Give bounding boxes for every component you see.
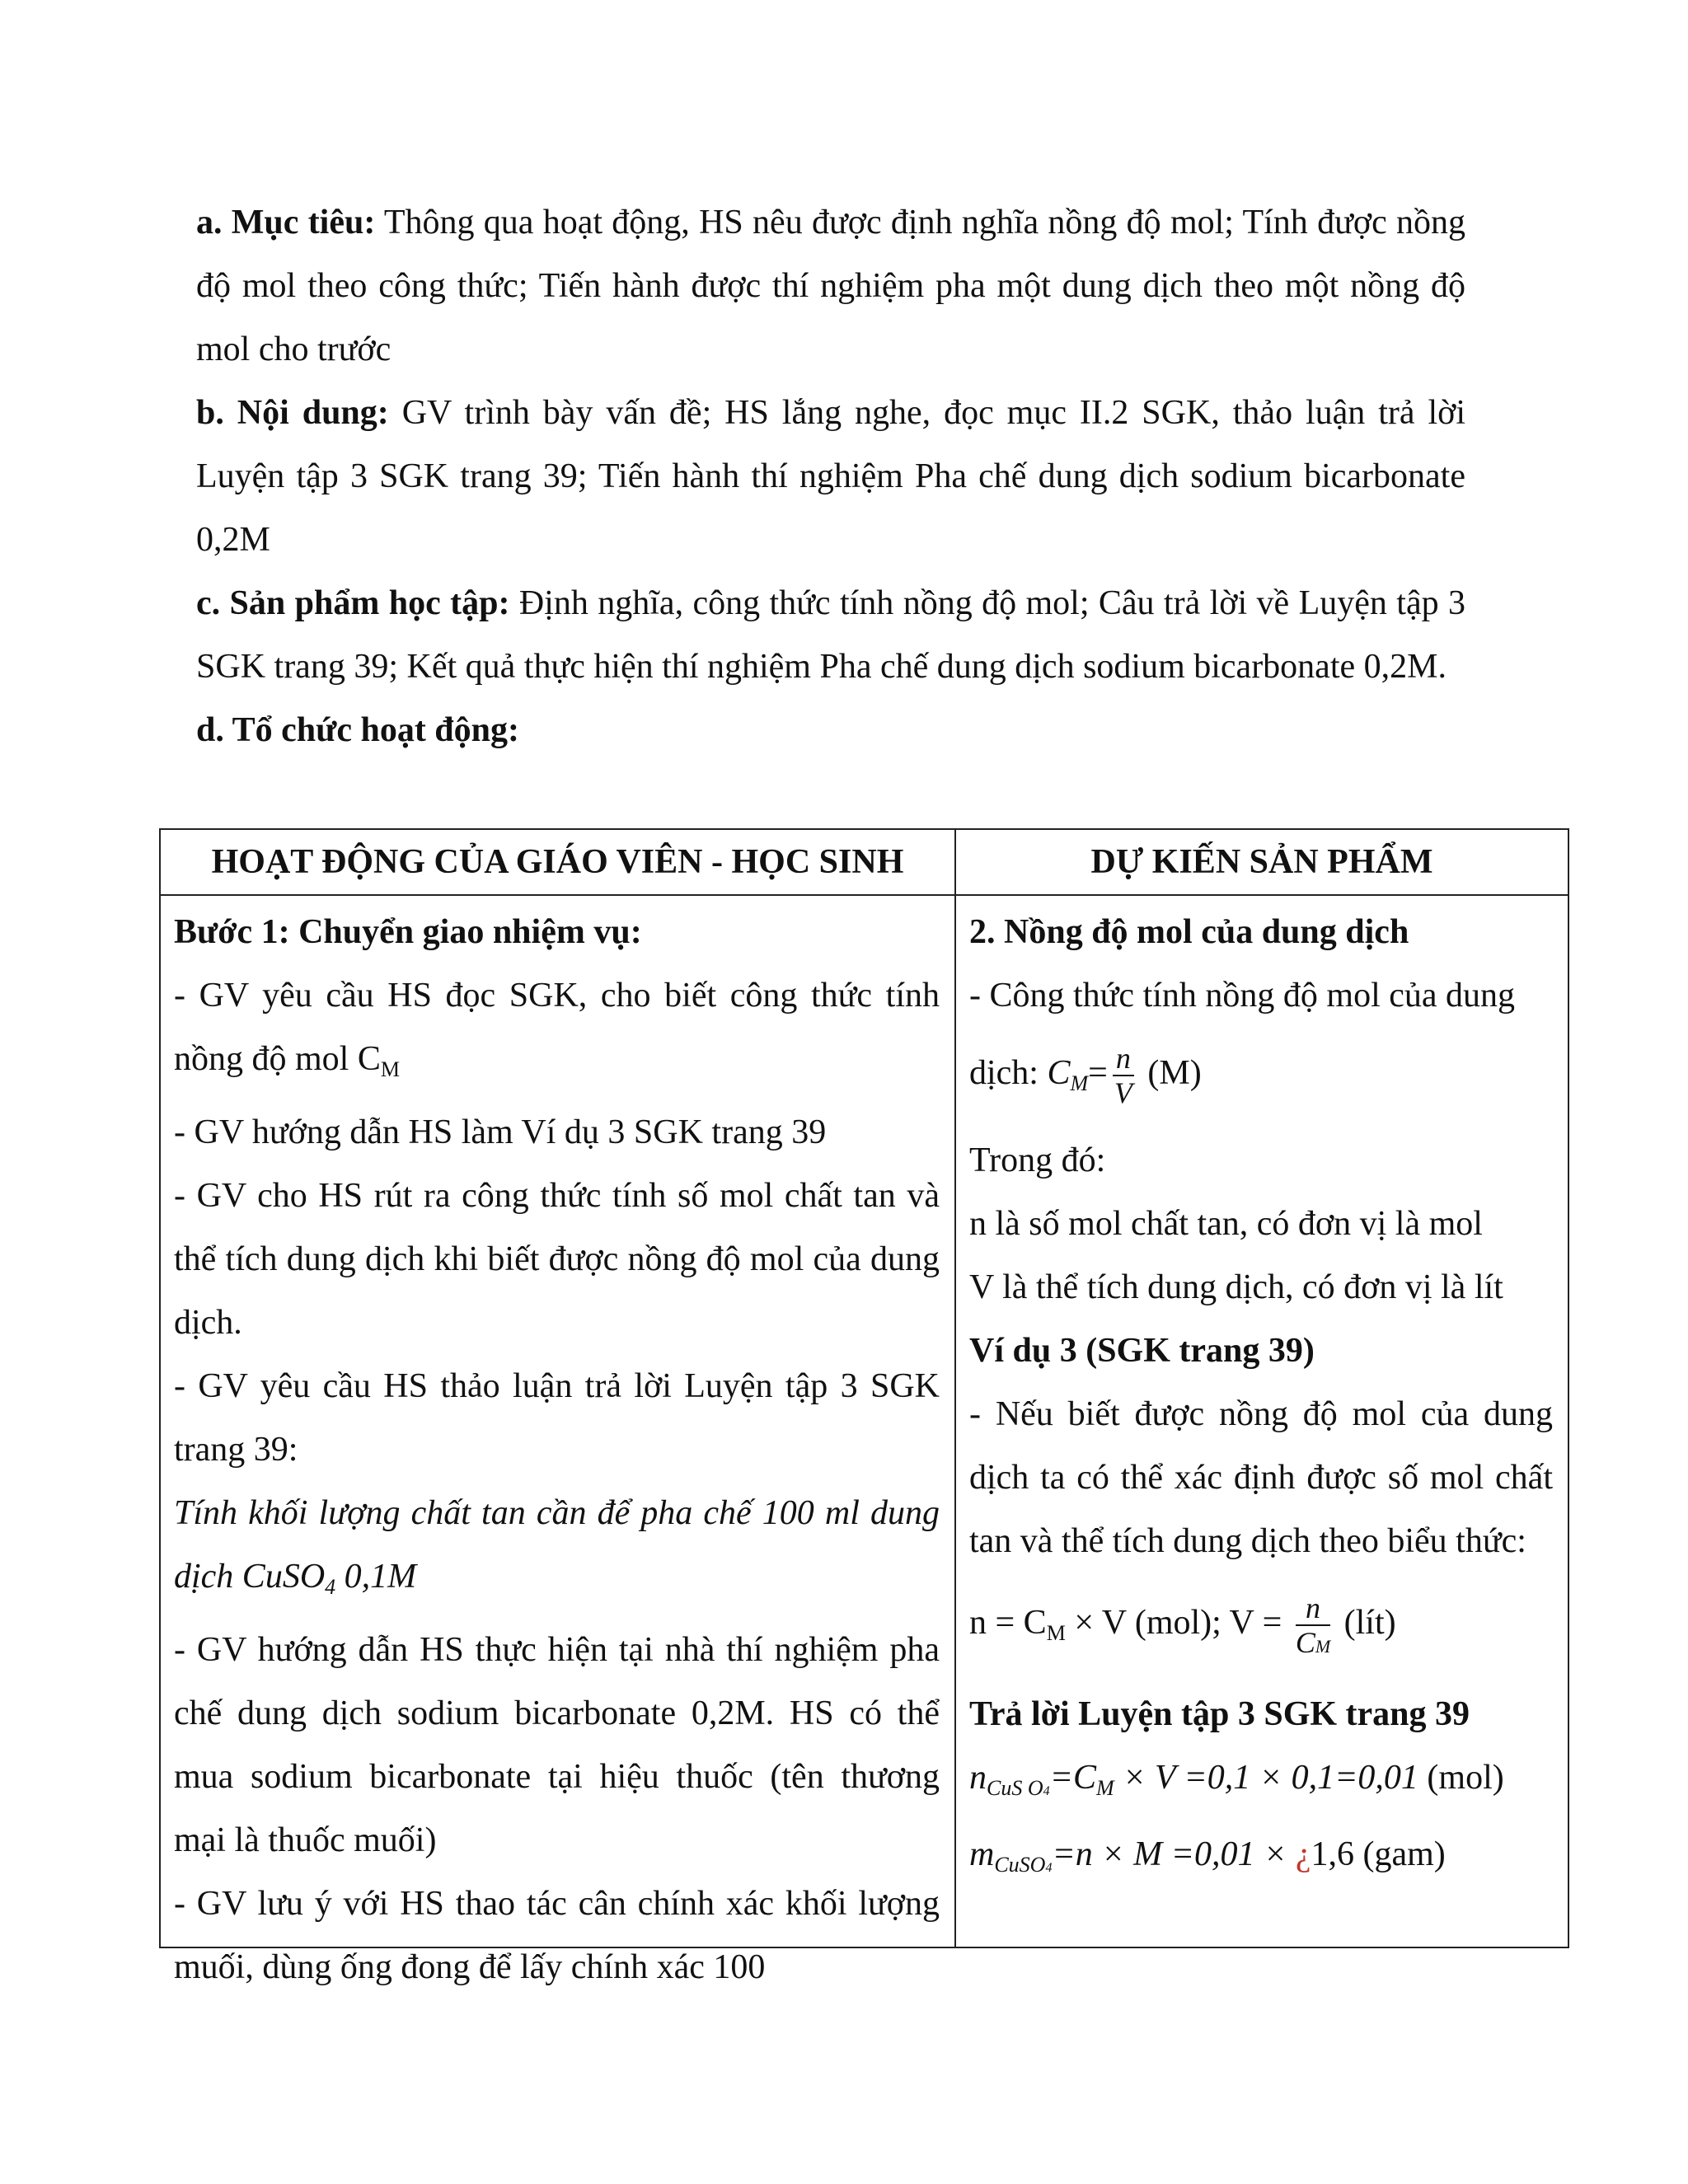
- task-5: - GV hướng dẫn HS thực hiện tại nhà thí nghiệm pha chế dung dịch sodium bicarbonate 0,2M. HS có thể mua sodium bicarbonate tại hiệu thuốc (tên thương mại là thuốc muối): [174, 1631, 940, 1859]
- calc-m-rest: 1,6 (gam): [1311, 1835, 1446, 1873]
- table-header-row: [160, 829, 1568, 895]
- header-teacher-student: HOẠT ĐỘNG CỦA GIÁO VIÊN - HỌC SINH: [160, 829, 955, 895]
- derived-n-subscript: M: [1046, 1621, 1066, 1645]
- calc-n-subscript: [987, 1776, 1050, 1800]
- content-label: b. Nội dung:: [196, 394, 389, 432]
- product-text: Định nghĩa, công thức tính nồng độ mol; Câu trả lời về Luyện tập 3 SGK trang 39; Kết quả thực hiện thí nghiệm Pha chế dung dịch sodium bicarbonate 0,2M.: [196, 584, 1465, 686]
- fraction2-denominator: [1295, 1626, 1331, 1660]
- table-row: [160, 895, 1568, 1947]
- formula-cm-subscript: M: [1070, 1071, 1089, 1095]
- derived-n: n = C: [969, 1604, 1047, 1642]
- content-paragraph: [196, 382, 1465, 572]
- formula-equals: =: [1088, 1054, 1108, 1092]
- calc-m: m: [969, 1835, 995, 1873]
- calc-n-sub-text: CuS O: [987, 1776, 1043, 1800]
- section-title-text: 2. Nồng độ mol của dung dịch: [969, 913, 1409, 951]
- derived-v: × V (mol); V =: [1065, 1604, 1291, 1642]
- mass-calculation: [969, 1823, 1553, 1900]
- task-6: - GV lưu ý với HS thao tác cân chính xác khối lượng muối, dùng ống đong để lấy chính xác 100: [174, 1885, 940, 1986]
- exercise-subscript: 4: [325, 1575, 336, 1599]
- mole-calculation: [969, 1746, 1553, 1823]
- calc-m-sub-text: CuSO: [994, 1853, 1046, 1877]
- task-2: - GV hướng dẫn HS làm Ví dụ 3 SGK trang 39: [174, 1113, 827, 1151]
- product-cell: [955, 895, 1568, 1947]
- where-label: Trong đó:: [969, 1141, 1106, 1179]
- organization-heading: [196, 699, 1465, 762]
- step-title-text: Bước 1: Chuyển giao nhiệm vụ:: [174, 913, 642, 951]
- content-text: GV trình bày vấn đề; HS lắng nghe, đọc mục II.2 SGK, thảo luận trả lời Luyện tập 3 SGK trang 39; Tiến hành thí nghiệm Pha chế dung dịch sodium bicarbonate 0,2M: [196, 394, 1466, 559]
- answer-title: [969, 1683, 1553, 1746]
- formula-unit: (M): [1138, 1054, 1202, 1092]
- v-definition: V là thể tích dung dịch, có đơn vị là lít: [969, 1268, 1503, 1306]
- formula-cm: C: [1047, 1054, 1071, 1092]
- example-title-text: Ví dụ 3 (SGK trang 39): [969, 1332, 1315, 1370]
- derived-formulas: [969, 1573, 1553, 1683]
- formula-prefix: dịch:: [969, 1054, 1048, 1092]
- exercise-prompt: [174, 1482, 940, 1619]
- header-expected-product: DỰ KIẾN SẢN PHẨM: [955, 829, 1568, 895]
- calc-cm-subscript: M: [1095, 1776, 1114, 1800]
- formula-intro: - Công thức tính nồng độ mol của dung: [969, 977, 1516, 1015]
- activity-table: [159, 828, 1569, 1986]
- calc-n-equals: =C: [1049, 1759, 1096, 1797]
- broken-glyph: ¿: [1295, 1835, 1311, 1873]
- objective-text: Thông qua hoạt động, HS nêu được định nghĩa nồng độ mol; Tính được nồng độ mol theo công thức; Tiến hành được thí nghiệm pha một dung dịch theo một nồng độ mol cho trước: [196, 204, 1465, 368]
- task-3: - GV cho HS rút ra công thức tính số mol chất tan và thể tích dung dịch khi biết được nồng độ mol của dung dịch.: [174, 1177, 940, 1342]
- organization-label: d. Tổ chức hoạt động:: [196, 711, 520, 749]
- step-title: [174, 901, 940, 964]
- intro-section: [196, 191, 1465, 762]
- activity-cell: [160, 895, 955, 1986]
- objective-label: a. Mục tiêu:: [196, 204, 376, 241]
- exercise-text-end: 0,1M: [335, 1558, 417, 1596]
- fraction2-den-subscript: M: [1315, 1636, 1331, 1657]
- task-4: - GV yêu cầu HS thảo luận trả lời Luyện tập 3 SGK trang 39:: [174, 1367, 940, 1469]
- exercise-text: Tính khối lượng chất tan cần để pha chế 100 ml dung dịch CuSO: [174, 1494, 940, 1596]
- calc-m-subscript: [994, 1853, 1052, 1877]
- calc-n-unit: (mol): [1418, 1759, 1504, 1797]
- product-paragraph: [196, 572, 1465, 699]
- example-title: [969, 1319, 1553, 1383]
- fraction-numerator: n: [1113, 1043, 1134, 1076]
- answer-title-text: Trả lời Luyện tập 3 SGK trang 39: [969, 1695, 1470, 1733]
- n-definition: n là số mol chất tan, có đơn vị là mol: [969, 1205, 1483, 1243]
- derived-unit: (lít): [1335, 1604, 1396, 1642]
- molarity-formula: [969, 1028, 1553, 1129]
- calc-m-sub-4: 4: [1045, 1861, 1053, 1875]
- calc-m-equals: =n × M =0,01 ×: [1052, 1835, 1296, 1873]
- fraction2-numerator: n: [1296, 1593, 1330, 1626]
- section-title: [969, 901, 1553, 964]
- calc-n: n: [969, 1759, 987, 1797]
- fraction-n-over-cm: [1295, 1591, 1331, 1660]
- fraction-n-over-v: [1113, 1043, 1134, 1108]
- fraction2-den-c: C: [1295, 1626, 1315, 1660]
- product-label: c. Sản phẩm học tập:: [196, 584, 510, 622]
- calc-n-sub-4: 4: [1043, 1784, 1050, 1798]
- fraction-denominator: V: [1114, 1076, 1132, 1110]
- task-1: [174, 964, 940, 1101]
- objective-paragraph: [196, 191, 1465, 382]
- task-1-text: - GV yêu cầu HS đọc SGK, cho biết công thức tính nồng độ mol C: [174, 977, 940, 1078]
- task-1-subscript: M: [380, 1057, 400, 1081]
- example-text: - Nếu biết được nồng độ mol của dung dịch ta có thể xác định được số mol chất tan và thể tích dung dịch theo biểu thức:: [969, 1395, 1553, 1560]
- calc-n-rest: × V =0,1 × 0,1=0,01: [1114, 1759, 1418, 1797]
